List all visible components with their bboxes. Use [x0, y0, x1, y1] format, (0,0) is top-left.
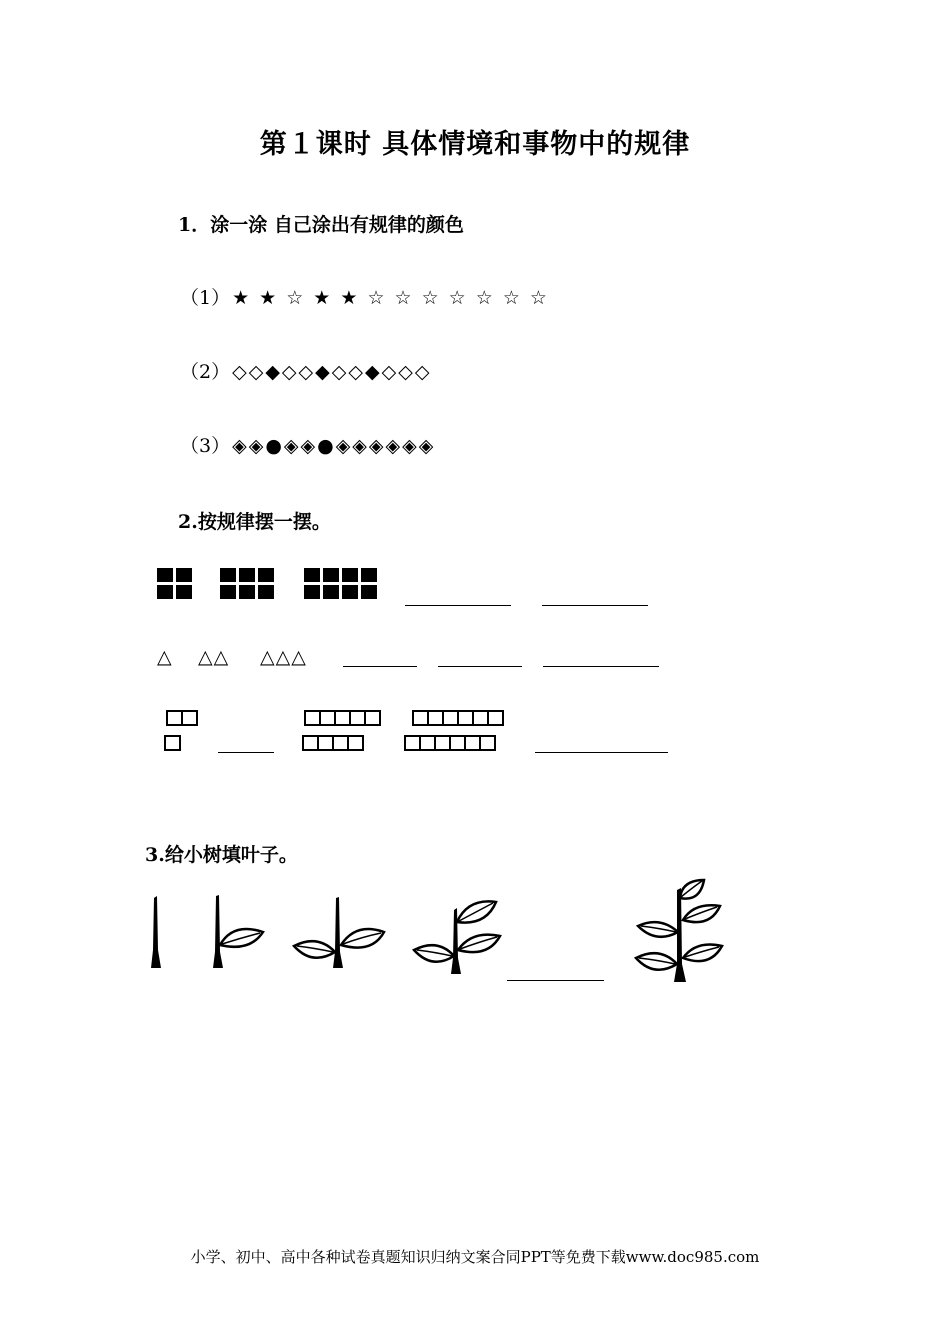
filled-square: [220, 585, 236, 599]
question-1-heading: 1．涂一涂 自己涂出有规律的颜色: [178, 214, 464, 236]
box-row-top-5: [304, 710, 379, 726]
filled-square: [342, 568, 358, 582]
filled-square: [361, 585, 377, 599]
answer-blank[interactable]: [438, 666, 522, 667]
leaf: [414, 945, 454, 962]
triangle-group-1: △: [157, 646, 173, 668]
leaf: [294, 941, 335, 958]
outline-square: [181, 710, 198, 726]
outline-square: [364, 710, 381, 726]
pattern-row-3: [180, 431, 435, 458]
question-3-heading: 3.给小树填叶子。: [145, 844, 298, 866]
square-group-3: [220, 568, 274, 599]
row-label: （2）: [180, 361, 231, 383]
row-label: （1）: [180, 287, 231, 309]
triangle-group-2: △△: [198, 646, 230, 668]
plant-stem-1-leaf: [205, 890, 275, 975]
stem: [151, 896, 161, 968]
star-sequence: ★ ★ ☆ ★ ★ ☆ ☆ ☆ ☆ ☆ ☆ ☆: [232, 287, 549, 309]
stem: [213, 895, 223, 968]
plant-stem-2-leaves: [290, 890, 390, 975]
answer-blank[interactable]: [507, 980, 604, 981]
answer-blank[interactable]: [535, 752, 668, 753]
filled-square: [239, 585, 255, 599]
filled-square: [323, 568, 339, 582]
pattern-row-1: [180, 283, 549, 310]
row-label: （3）: [180, 435, 231, 457]
leaf: [638, 922, 678, 937]
question-2-heading: 2.按规律摆一摆。: [178, 511, 331, 533]
filled-square: [157, 585, 173, 599]
filled-square: [323, 585, 339, 599]
cut-off-text-fragment: [155, 757, 250, 762]
filled-square: [361, 568, 377, 582]
outline-square: [347, 735, 364, 751]
filled-square: [157, 568, 173, 582]
pattern-row-2: [180, 357, 431, 384]
mixed-sequence: ◈◈●◈◈●◈◈◈◈◈◈: [232, 435, 436, 457]
square-group-4: [304, 568, 377, 599]
box-row-bottom-1: [164, 735, 179, 751]
answer-blank[interactable]: [218, 752, 274, 753]
stem: [674, 888, 686, 982]
box-row-bottom-6: [404, 735, 494, 751]
page-title: 第１课时 具体情境和事物中的规律: [259, 129, 691, 160]
plant-stem-0-leaves: [145, 890, 175, 975]
leaf: [636, 953, 677, 970]
box-row-top-2: [166, 710, 196, 726]
filled-square: [304, 568, 320, 582]
footer-text: 小学、初中、高中各种试卷真题知识归纳文案合同PPT等免费下载www.doc985.com: [190, 1248, 760, 1266]
filled-square: [176, 568, 192, 582]
outline-square: [164, 735, 181, 751]
answer-blank[interactable]: [343, 666, 417, 667]
stem: [333, 897, 343, 968]
filled-square: [304, 585, 320, 599]
answer-blank[interactable]: [542, 605, 648, 606]
diamond-sequence: ◇◇◆◇◇◆◇◇◆◇◇◇: [232, 361, 432, 383]
filled-square: [258, 568, 274, 582]
filled-square: [239, 568, 255, 582]
filled-square: [220, 568, 236, 582]
outline-square: [487, 710, 504, 726]
answer-blank[interactable]: [543, 666, 659, 667]
triangle-group-3: △△△: [260, 646, 307, 668]
box-row-top-6: [412, 710, 502, 726]
plant-stem-5-leaves: [630, 876, 730, 991]
filled-square: [258, 585, 274, 599]
square-group-2: [157, 568, 192, 599]
answer-blank[interactable]: [405, 605, 511, 606]
filled-square: [176, 585, 192, 599]
plant-stem-3-leaves: [410, 890, 510, 980]
filled-square: [342, 585, 358, 599]
outline-square: [479, 735, 496, 751]
box-row-bottom-4: [302, 735, 362, 751]
